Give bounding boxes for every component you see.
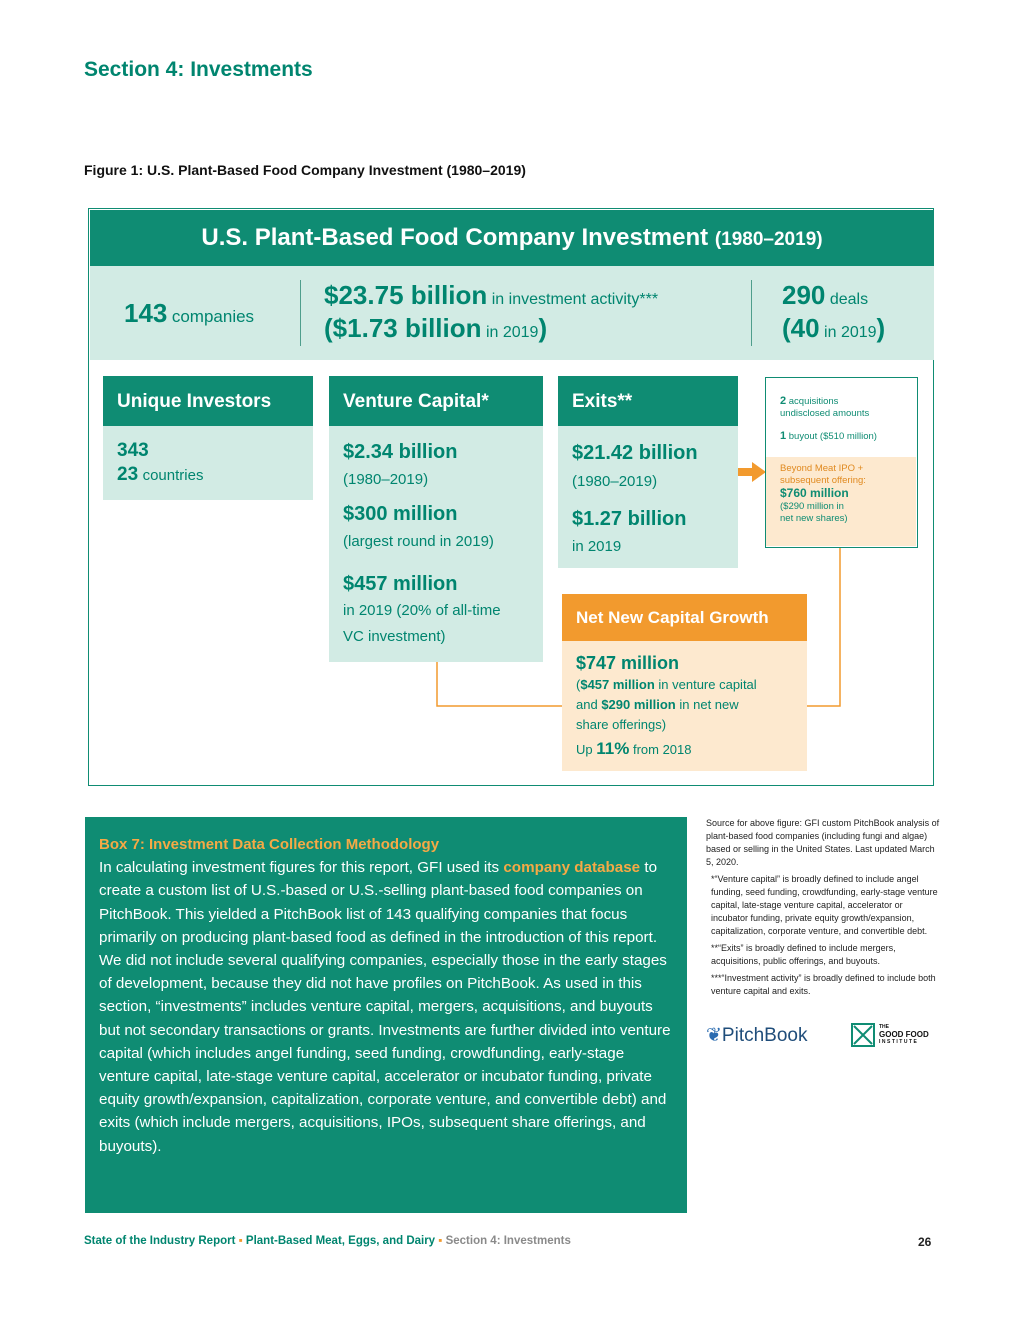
exits-total-value: $21.42 billion: [572, 442, 698, 464]
note-exits: **“Exits” is broadly defined to include mergers, acquisitions, public offerings, and buyouts.: [711, 943, 896, 966]
acq-label-2: undisclosed amounts: [780, 408, 870, 419]
bm-sub-2: net new shares): [780, 512, 848, 524]
investment-value: $23.75 billion: [324, 280, 488, 310]
source-notes: [706, 817, 942, 1002]
paren-close: ): [876, 313, 886, 343]
vc-to-net-connector: [437, 662, 562, 706]
box7-title: Box 7: Investment Data Collection Methodology: [99, 836, 440, 853]
acquisitions-box: [765, 377, 918, 548]
pitchbook-logo-text: PitchBook: [721, 1025, 808, 1046]
vc-2019-label-2: VC investment): [343, 628, 446, 645]
detail-shares-value: $290 million: [601, 697, 676, 712]
growth-suffix: from 2018: [632, 742, 692, 757]
footer-breadcrumb: [84, 1235, 571, 1247]
growth-value: 11%: [596, 739, 630, 758]
buyout-count: 1: [780, 430, 787, 442]
exits-2019-value: $1.27 billion: [572, 508, 687, 530]
investors-count: 343: [117, 440, 149, 461]
venture-capital-title: Venture Capital*: [329, 376, 543, 426]
bm-line-1: Beyond Meat IPO +: [780, 463, 864, 474]
acq-label-1: acquisitions: [788, 396, 839, 407]
note-venture-capital: *“Venture capital” is broadly defined to include angel funding, seed funding, crowdfunding, early-stage venture capital, late-stage venture capital, accelerator or incubator funding, private equity growth/expansion, capitalization, corporate venture, and convertible debt.: [711, 874, 938, 936]
paren-open: (: [782, 313, 791, 343]
bm-to-net-connector: [806, 548, 840, 706]
companies-label: companies: [171, 307, 255, 326]
deals-value: 290: [782, 280, 826, 310]
exits-2019-label: in 2019: [572, 538, 622, 555]
unique-investors-card: [103, 376, 313, 500]
unique-investors-title: Unique Investors: [103, 376, 313, 426]
gfi-logo-line-1: THE: [879, 1024, 889, 1030]
box7-text-2: to create a custom list of U.S.-based or U.S.-selling plant-based food companies on PitchBook. This yielded a PitchBook list of 143 qualifying companies that focus primarily on producing plant-based food as defined in the introduction of this report. We did not include several qualifying companies, especially those in the early stages of development, because they did not have profiles on PitchBook. As used in this section, “investments” includes venture capital, mergers, acquisitions, and buyouts but not secondary transactions or grants. Investments are further divided into venture capital (which includes angel funding, seed funding, crowdfunding, early-stage venture capital, late-stage venture capital, accelerator or incubator funding, private equity growth/expansion, capitalization, corporate venture, and convertible debt) and exits (which include mergers, acquisitions, IPOs, subsequent share offerings, and buyouts).: [99, 859, 671, 1155]
pitchbook-leaf-icon: ❦: [706, 1025, 722, 1046]
countries-value: 23: [117, 464, 139, 485]
right-arrow-icon: [738, 462, 766, 482]
bm-sub-1: ($290 million in: [780, 501, 844, 512]
paren-open: (: [324, 313, 333, 343]
gfi-logo-line-2: GOOD FOOD: [879, 1030, 929, 1039]
vc-largest-label: (largest round in 2019): [343, 533, 494, 550]
net-new-value: $747 million: [576, 653, 680, 673]
page-number: 26: [918, 1235, 932, 1249]
bm-line-2: subsequent offering:: [780, 474, 866, 486]
buyout-label: buyout ($510 million): [788, 431, 877, 442]
vc-2019-value: $457 million: [343, 573, 458, 595]
footer-topic: Plant-Based Meat, Eggs, and Dairy: [245, 1235, 436, 1247]
investment-label: in investment activity***: [491, 291, 659, 308]
bm-value: $760 million: [780, 486, 849, 500]
paren-close: ): [538, 313, 548, 343]
box7-text-1: In calculating investment figures for this report, GFI used its: [99, 859, 500, 877]
infographic-title: U.S. Plant-Based Food Company Investment: [201, 224, 709, 251]
source-text: Source for above figure: GFI custom PitchBook analysis of plant-based food companies (including fungi and algae) based or selling in the United States. Last updated March 5, 2020.: [706, 818, 940, 867]
investment-2019-label: in 2019: [485, 324, 539, 341]
countries-label: countries: [142, 467, 204, 484]
venture-capital-body: [329, 426, 543, 662]
gfi-logo: [851, 1023, 941, 1049]
box7-body: [99, 856, 673, 1158]
vc-total-period: (1980–2019): [343, 471, 429, 488]
vc-largest-value: $300 million: [343, 503, 458, 525]
deals-2019-label: in 2019: [824, 324, 877, 341]
unique-investors-body: [103, 426, 313, 500]
paren-open: (: [576, 677, 581, 692]
vc-total-value: $2.34 billion: [343, 441, 458, 463]
footer-report: State of the Industry Report: [84, 1235, 236, 1247]
deals-label: deals: [829, 291, 869, 308]
exits-title: Exits**: [558, 376, 738, 426]
exits-card: [558, 376, 738, 568]
investment-2019-value: $1.73 billion: [332, 313, 482, 343]
section-title: Section 4: Investments: [84, 58, 313, 81]
growth-prefix: Up: [576, 742, 593, 757]
detail-and: and: [576, 697, 598, 712]
beyond-meat-panel: [766, 457, 916, 546]
note-investment-activity: ***“Investment activity” is broadly defined to include both venture capital and exits.: [711, 973, 936, 996]
infographic-years: (1980–2019): [714, 229, 823, 250]
net-new-capital-card: [562, 594, 807, 771]
gfi-logo-icon: [851, 1023, 875, 1047]
gfi-logo-line-3: INSTITUTE: [879, 1039, 919, 1045]
box7-methodology: [85, 817, 687, 1213]
exits-body: [558, 426, 738, 568]
figure-title: Figure 1: U.S. Plant-Based Food Company Investment (1980–2019): [84, 162, 526, 178]
vc-2019-label-1: in 2019 (20% of all-time: [343, 602, 501, 619]
pitchbook-logo: [706, 1024, 807, 1047]
deals-2019-value: 40: [790, 313, 820, 343]
exits-total-period: (1980–2019): [572, 473, 658, 490]
acq-count: 2: [780, 395, 787, 407]
net-new-capital-title: Net New Capital Growth: [562, 594, 807, 641]
detail-vc-value: $457 million: [580, 677, 655, 692]
detail-shares-label-2: share offerings): [576, 717, 667, 732]
footer-sep: ▪: [238, 1235, 243, 1247]
detail-shares-label: in net new: [679, 697, 739, 712]
venture-capital-card: [329, 376, 543, 662]
footer-sep: ▪: [438, 1235, 443, 1247]
companies-value: 143: [124, 298, 168, 328]
net-new-capital-body: [562, 641, 807, 771]
company-database-link[interactable]: company database: [503, 859, 641, 877]
detail-vc-label: in venture capital: [658, 677, 757, 692]
footer-section: Section 4: Investments: [445, 1235, 571, 1247]
